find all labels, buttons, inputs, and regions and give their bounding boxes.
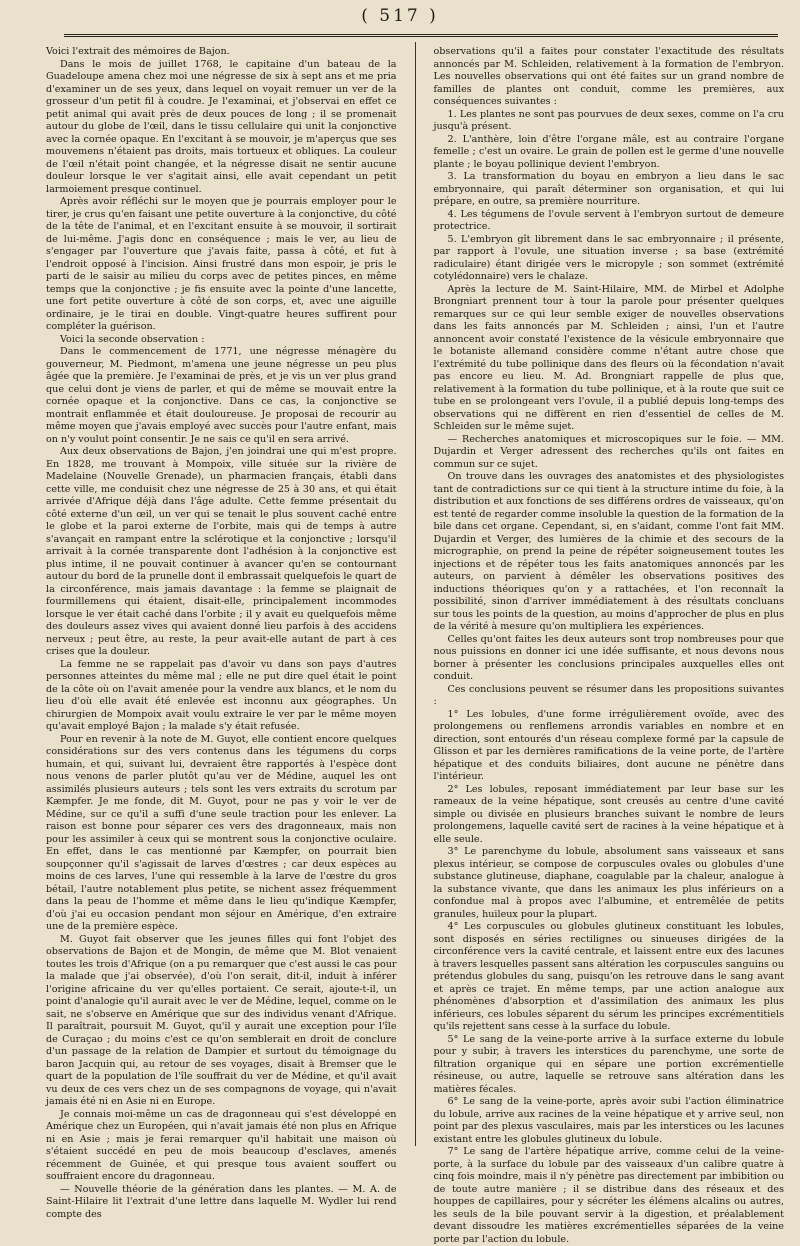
numbered-item: 7° Le sang de l'artère hépatique arrive, comme celui de la veine-porte, à la surface du lobule par des vaisseaux d'un calibre quatre à cinq fois moindre, mais il n'y pénètre pas directement par imbibition ou de toute autre manière ; il se distribue dans des réseaux et des houppes de capillaires, pour y sécréter les élémens alcalins ou autres, les seuls de la bile pouvant servir à la digestion, et préalablement devant dissoudre les matières excrémentielles séparées de la veine porte par l'action du lobule. — [433, 1146, 784, 1245]
right-column — [433, 46, 785, 1245]
left-column — [46, 46, 397, 1220]
text-columns — [46, 46, 784, 1245]
paragraph: Dans le mois de juillet 1768, le capitaine d'un bateau de la Guadeloupe amena chez moi une négresse de six à sept ans et me pria d'examiner un de ses yeux, dans lequel on voyait remuer un ver de la grosseur d'un petit fil à coudre. Je l'examinai, et j'observai en effet ce petit animal qui avait près de deux pouces de long ; il se promenait autour du globe de l'œil, dans le tissu cellulaire qui unit la conjonctive avec la cornée opaque. En l'excitant à se mouvoir, je m'aperçus que ses mouvemens n'étaient pas droits, mais tortueux et obliques. La couleur de l'œil n'était point changée, et la négresse disait ne sentir aucune douleur lorsque le ver s'agitait ainsi, elle avait cependant un petit larmoiement presque continuel. — [46, 58, 397, 195]
paragraph: Voici l'extrait des mémoires de Bajon. — [46, 46, 230, 57]
numbered-item: 4. Les tégumens de l'ovule servent à l'embryon surtout de demeure protectrice. — [433, 208, 784, 232]
numbered-item: 5° Le sang de la veine-porte arrive à la surface externe du lobule pour y subir, à travers les interstices du parenchyme, une sorte de filtration organique qui en sépare une portion excrémentielle résineuse, ou autre, laquelle se retrouve sans altération dans les matières fécales. — [433, 1033, 784, 1095]
paragraph: Voici la seconde observation : — [60, 333, 205, 345]
paragraph: Ces conclusions peuvent se résumer dans les propositions suivantes : — [433, 683, 784, 707]
numbered-item: 3° Le parenchyme du lobule, absolument sans vaisseaux et sans plexus intérieur, se compose de corpuscules ovales ou globules d'une substance glutineuse, diaphane, coagulable par la chaleur, analogue à la substance vivante, que dans les animaux les plus inférieurs on a confondue mal à propos avec l'albumine, et entremêlée de petits granules, huileux pour la plupart. — [433, 846, 784, 920]
paragraph: Après la lecture de M. Saint-Hilaire, MM. de Mirbel et Adolphe Brongniart prennent tour à tour la parole pour présenter quelques remarques sur ce qui leur semble exiger de nouvelles observations dans les faits annoncés par M. Schleiden ; ainsi, l'un et l'autre annoncent avoir constaté l'existence de la vésicule embryonnaire que le botaniste allemand considère comme n'étant autre chose que l'extrémité du tube pollinique dans des fleurs où la fécondation n'avait pas encore eu lieu. M. Ad. Brongniart rappelle de plus que, relativement à la formation du tube pollinique, et à la route que suit ce tube en se prolongeant vers l'ovule, il a publié depuis long-temps des observations qui ne diffèrent en rien d'essentiel de celles de M. Schleiden sur le même sujet. — [433, 283, 784, 432]
numbered-item: 4° Les corpuscules ou globules glutineux constituant les lobules, sont disposés en séries rectilignes ou sinueuses dirigées de la circonférence vers la cavité centrale, et laissent entre eux des lacunes à travers lesquelles passent sans altération les corpuscules sanguins ou prétendus globules du sang, puisqu'on les retrouve dans le sang avant et après ce trajet. En même temps, par une action analogue aux phénomènes d'absorption et d'assimilation des animaux les plus inférieurs, ces lobules séparent du sérum les principes excrémentitiels qu'ils rejettent sans cesse à la surface du lobule. — [433, 921, 784, 1032]
section-heading-paragraph: — Recherches anatomiques et microscopiques sur le foie. — MM. Dujardin et Verger adressent des recherches qu'ils ont faites en commun sur ce sujet. — [433, 433, 784, 470]
numbered-item: 2. L'anthère, loin d'être l'organe mâle, est au contraire l'organe femelle ; c'est un ovaire. Le grain de pollen est le germe d'une nouvelle plante ; le boyau pollinique devient l'embryon. — [433, 133, 784, 170]
paragraph: Celles qu'ont faites les deux auteurs sont trop nombreuses pour que nous puissions en donner ici une idée suffisante, et nous devons nous borner à présenter les conclusions principales auxquelles elles ont conduit. — [433, 633, 784, 682]
paragraph: La femme ne se rappelait pas d'avoir vu dans son pays d'autres personnes atteintes du même mal ; elle ne put dire quel était le point de la côte où on l'avait amenée pour la vendre aux blancs, et le nom du lieu d'où elle avait été enlevée est inconnu aux géographes. Un chirurgien de Mompoix avait voulu extraire le ver par le même moyen qu'avait employé Bajon ; la malade s'y était refusée. — [46, 658, 397, 732]
numbered-item: 3. La transformation du boyau en embryon a lieu dans le sac embryonnaire, qui paraît déterminer son organisation, et qui lui prépare, en outre, sa première nourriture. — [433, 171, 784, 207]
numbered-item: 6° Le sang de la veine-porte, après avoir subi l'action éliminatrice du lobule, arrive aux racines de la veine hépatique et y arrive seul, non point par des plexus vasculaires, mais par les interstices ou les lacunes existant entre les globules glutineux du lobule. — [433, 1096, 784, 1145]
paragraph: Pour en revenir à la note de M. Guyot, elle contient encore quelques considérations sur des vers contenus dans les tégumens du corps humain, et qui, suivant lui, devraient être rapportés à l'espèce dont nous venons de parler plutôt qu'au ver de Médine, auquel les ont assimilés plusieurs auteurs ; tels sont les vers extraits du scrotum par Kæmpfer. Je me fonde, dit M. Guyot, pour ne pas y voir le ver de Médine, sur ce qu'il a suffi d'une seule traction pour les enlever. La raison est bonne pour séparer ces vers des dragonneaux, mais non pour les assimiler à ceux qui se montrent sous la conjonctive oculaire. En effet, dans le cas mentionné par Kæmpfer, on pourrait bien soupçonner qu'il s'agissait de larves d'œstres ; car deux espèces au moins de ces larves, l'une qui ressemble à la larve de l'œstre du gros bétail, l'autre notablement plus petite, se nichent assez fréquemment dans la peau de l'homme et même dans le lieu qu'indique Kæmpfer, d'où j'ai eu occasion pendant mon séjour en Amérique, d'en extraire une de la première espèce. — [46, 733, 397, 932]
numbered-item: 1° Les lobules, d'une forme irrégulièrement ovoïde, avec des prolongemens ou renflemens arrondis variables en nombre et en direction, sont entourés d'un réseau complexe formé par la capsule de Glisson et par les dernières ramifications de la veine porte, de l'artère hépatique et des conduits biliaires, dont aucune ne pénètre dans l'intérieur. — [433, 708, 784, 782]
page-number: ( 517 ) — [361, 6, 439, 26]
column-divider — [415, 42, 416, 1146]
paragraph: Après avoir réfléchi sur le moyen que je pourrais employer pour le tirer, je crus qu'en faisant une petite ouverture à la conjonctive, du côté de la tête de l'animal, et en l'excitant ensuite à se mouvoir, il sortirait de lui-même. J'agis donc en conséquence ; mais le ver, au lieu de s'engager par l'ouverture que j'avais faite, passa à côté, et fut à l'endroit opposé à l'incision. Ainsi frustré dans mon espoir, je pris le parti de le saisir au milieu du corps avec de petites pinces, en même temps que la conjonctive ; je fis ensuite avec la pointe d'une lancette, une fort petite ouverture à côté de son corps, et, avec une aiguille ordinaire, je le tirai en double. Vingt-quatre heures suffirent pour compléter la guérison. — [46, 196, 397, 332]
header-rule — [64, 34, 778, 37]
paragraph: observations qu'il a faites pour constater l'exactitude des résultats annoncés par M. Schleiden, relativement à la formation de l'embryon. Les nouvelles observations qui ont été faites sur un grand nombre de familles de plantes ont conduit, comme les premières, aux conséquences suivantes : — [433, 46, 784, 107]
section-heading-paragraph: — Nouvelle théorie de la génération dans les plantes. — M. A. de Saint-Hilaire lit l'extrait d'une lettre dans laquelle M. Wydler lui rend compte des — [46, 1183, 397, 1220]
paragraph: Aux deux observations de Bajon, j'en joindrai une qui m'est propre. En 1828, me trouvant à Mompoix, ville située sur la rivière de Madelaine (Nouvelle Grenade), un pharmacien français, établi dans cette ville, me conduisit chez une négresse de 25 à 30 ans, et qui était arrivée d'Afrique déjà dans l'âge adulte. Cette femme présentait du côté externe d'un œil, un ver qui se tenait le plus souvent caché entre le globe et la paroi externe de l'orbite, mais qui de temps à autre s'avançait en rampant entre la sclérotique et la conjonctive ; lorsqu'il arrivait à la cornée transparente dont l'adhésion à la conjonctive est plus intime, il ne pouvait continuer à avancer qu'en se contournant autour du bord de la prunelle dont il embrassait quelquefois le quart de la circonférence, mais jamais davantage : la femme se plaignait de fourmillemens qui étaient, disait-elle, principalement incommodes lorsque le ver était caché dans l'orbite ; il y avait eu quelquefois même des douleurs assez vives qui avaient donné lieu parfois à des accidens nerveux ; peut être, au reste, la peur avait-elle autant de part à ces crises que la douleur. — [46, 446, 397, 657]
numbered-item: 5. L'embryon gît librement dans le sac embryonnaire ; il présente, par rapport à l'ovule, une situation inverse ; sa base (extrémité radiculaire) étant dirigée vers le micropyle ; son sommet (extrémité cotylédonnaire) vers le chalaze. — [433, 233, 784, 282]
paragraph: Je connais moi-même un cas de dragonneau qui s'est développé en Amérique chez un Européen, qui n'avait jamais été non plus en Afrique ni en Asie ; mais je ferai remarquer qu'il habitait une maison où s'étaient succédé en peu de mois beaucoup d'esclaves, amenés récemment de Guinée, et qui presque tous avaient souffert ou souffraient encore du dragonneau. — [46, 1108, 397, 1182]
paragraph: M. Guyot fait observer que les jeunes filles qui font l'objet des observations de Bajon et de Mongin, de même que M. Blot venaient toutes les trois d'Afrique (on a pu remarquer que c'est aussi le cas pour la malade que j'ai observée), d'où l'on serait, dit-il, induit à inférer l'origine africaine du ver qu'elles portaient. Ce serait, ajoute-t-il, un point d'analogie qu'il aurait avec le ver de Médine, lequel, comme on le sait, ne s'observe en Amérique que sur des individus venant d'Afrique. Il paraîtrait, poursuit M. Guyot, qu'il y aurait une exception pour l'île de Curaçao ; du moins c'est ce qu'on semblerait en droit de conclure d'un passage de la relation de Dampier et surtout du témoignage du baron Jacquin qui, au retour de ses voyages, disait à Bremser que le quart de la population de l'île souffrait du ver de Médine, et qu'il avait vu deux de ces vers chez un de ses compagnons de voyage, qui n'avait jamais été ni en Asie ni en Europe. — [46, 933, 397, 1107]
paragraph: On trouve dans les ouvrages des anatomistes et des physiologistes tant de contradictions sur ce qui tient à la structure intime du foie, à la distribution et aux fonctions de ses différens ordres de vaisseaux, qu'on est tenté de regarder comme insoluble la question de la formation de la bile dans cet organe. Cependant, si, en s'aidant, comme l'ont fait MM. Dujardin et Verger, des lumières de la chimie et des secours de la micrographie, on prend la peine de répéter soigneusement toutes les injections et de répéter tous les faits anatomiques annoncés par les auteurs, on parvient à démêler les observations positives des inductions théoriques qu'on y a rattachées, et l'on reconnaît la possibilité, sinon d'arriver immédiatement à des résultats concluans sur tous les points de la question, au moins d'approcher de plus en plus de la vérité à mesure qu'on multipliera les expériences. — [433, 471, 784, 632]
numbered-item: 1. Les plantes ne sont pas pourvues de deux sexes, comme on l'a cru jusqu'à présent. — [433, 108, 784, 132]
paragraph: Dans le commencement de 1771, une négresse ménagère du gouverneur, M. Piedmont, m'amena une jeune négresse un peu plus âgée que la première. Je l'examinai de près, et je vis un ver plus grand que celui dont je viens de parler, et qui de même se mouvait entre la cornée opaque et la conjonctive. Dans ce cas, la conjonctive se montrait enflammée et était douloureuse. Je proposai de recourir au même moyen que j'avais employé avec succès pour l'autre enfant, mais on n'y voulut point consentir. Je ne sais ce qu'il en sera arrivé. — [46, 346, 397, 445]
numbered-item: 2° Les lobules, reposant immédiatement par leur base sur les rameaux de la veine hépatique, sont creusés au centre d'une cavité simple ou divisée en plusieurs branches suivant le nombre de leurs prolongemens, laquelle cavité sert de racines à la veine hépatique et à elle seule. — [433, 783, 784, 845]
